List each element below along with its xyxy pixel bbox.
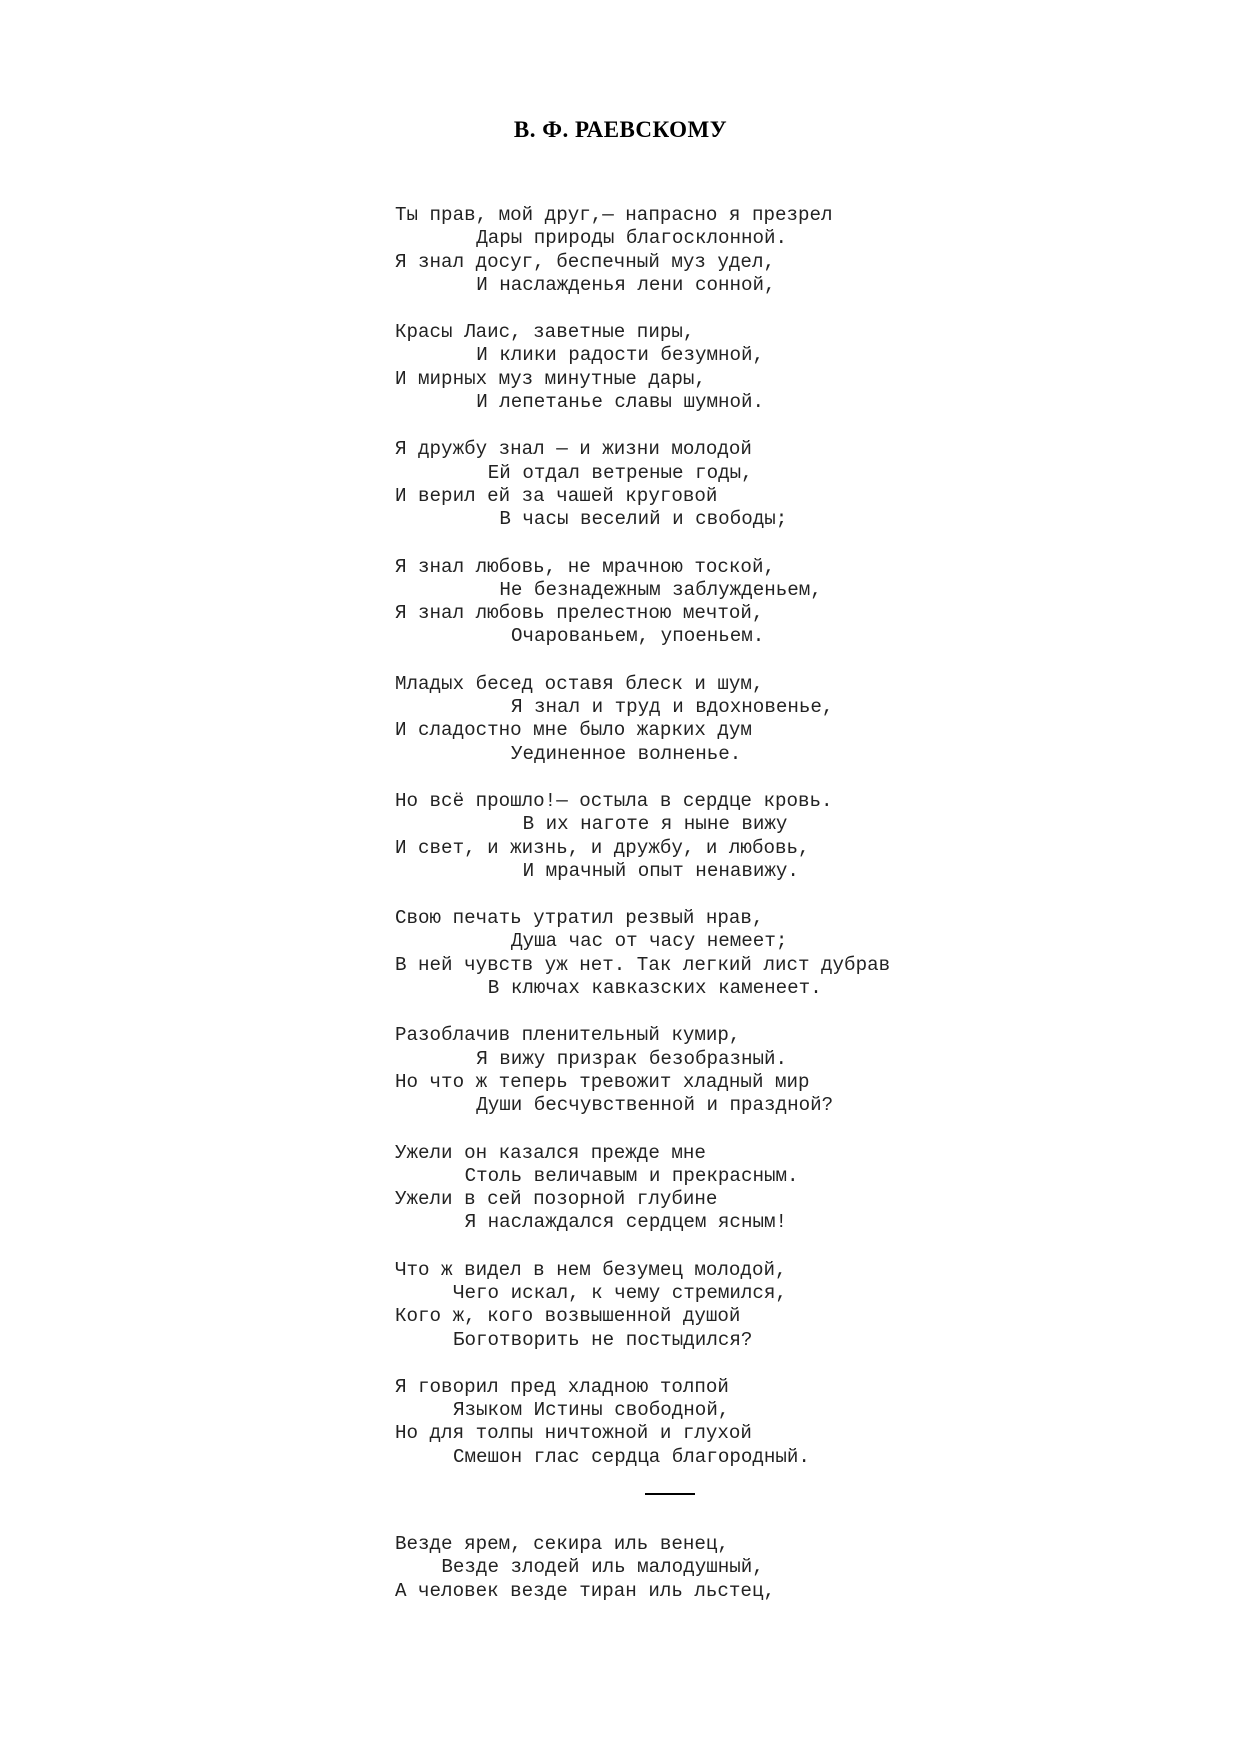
stanza bbox=[395, 204, 1195, 297]
poem-line: Разоблачив пленительный кумир, bbox=[395, 1024, 741, 1047]
poem-line: Столь величавым и прекрасным. bbox=[464, 1164, 799, 1187]
stanza bbox=[395, 1376, 1195, 1469]
poem-line: И мирных муз минутные дары, bbox=[395, 367, 706, 390]
poem-line: Смешон глас сердца благородный. bbox=[453, 1445, 810, 1468]
poem-line: Я наслаждался сердцем ясным! bbox=[464, 1211, 787, 1234]
poem-line: И сладостно мне было жарких дум bbox=[395, 719, 752, 742]
stanza bbox=[395, 438, 1195, 531]
poem-line: Я вижу призрак безобразный. bbox=[476, 1047, 788, 1070]
poem-line: Я дружбу знал — и жизни молодой bbox=[395, 438, 752, 461]
poem-line: И мрачный опыт ненавижу. bbox=[522, 859, 799, 882]
stanza bbox=[395, 1024, 1195, 1117]
poem-line: Очарованьем, упоеньем. bbox=[511, 625, 765, 648]
section-divider bbox=[645, 1493, 695, 1495]
poem-line: Я знал любовь прелестною мечтой, bbox=[395, 602, 764, 625]
poem-line: И свет, и жизнь, и дружбу, и любовь, bbox=[395, 836, 810, 859]
poem-line: Везде ярем, секира иль венец, bbox=[395, 1533, 729, 1556]
stanza bbox=[395, 556, 1195, 649]
poem-line: Ты прав, мой друг,— напрасно я презрел bbox=[395, 204, 833, 226]
stanza bbox=[395, 321, 1195, 414]
poem-line: И наслажденья лени сонной, bbox=[476, 273, 776, 296]
poem-line: Везде злодей иль малодушный, bbox=[441, 1556, 764, 1579]
poem-line: Языком Истины свободной, bbox=[453, 1399, 730, 1422]
poem-line: Что ж видел в нем безумец молодой, bbox=[395, 1258, 787, 1281]
poem-line: Уединенное волненье. bbox=[511, 742, 742, 765]
poem-line: Но для толпы ничтожной и глухой bbox=[395, 1422, 752, 1445]
poem-line: Я знал досуг, беспечный муз удел, bbox=[395, 250, 775, 273]
poem-line: Но всё прошло!— остыла в сердце кровь. bbox=[395, 789, 833, 812]
stanza bbox=[395, 790, 1195, 883]
poem-line: Я знал и труд и вдохновенье, bbox=[511, 696, 834, 719]
poem-line: И клики радости безумной, bbox=[476, 344, 765, 367]
poem-line: Душа час от часу немеет; bbox=[511, 930, 788, 953]
stanza bbox=[395, 907, 1195, 1000]
poem-line: Я говорил пред хладною толпой bbox=[395, 1375, 729, 1398]
poem-line: Дары природы благосклонной. bbox=[476, 227, 788, 250]
poem-line: Но что ж теперь тревожит хладный мир bbox=[395, 1070, 810, 1093]
poem-line: Ужели он казался прежде мне bbox=[395, 1141, 706, 1164]
poem-line: В ней чувств уж нет. Так легкий лист дубрав bbox=[395, 953, 891, 976]
poem-line: Боготворить не постыдился? bbox=[453, 1328, 753, 1351]
poem-line: Души бесчувственной и праздной? bbox=[476, 1094, 834, 1117]
poem-line: Я знал любовь, не мрачною тоской, bbox=[395, 555, 775, 578]
poem-line: Кого ж, кого возвышенной душой bbox=[395, 1305, 741, 1328]
stanza bbox=[395, 1259, 1195, 1352]
poem-body bbox=[395, 204, 1195, 1627]
stanza-group-main bbox=[395, 204, 1195, 1469]
poem-line: Не безнадежным заблужденьем, bbox=[499, 578, 822, 601]
poem-line: Красы Лаис, заветные пиры, bbox=[395, 321, 695, 344]
stanza bbox=[395, 1142, 1195, 1235]
poem-line: Младых бесед оставя блеск и шум, bbox=[395, 672, 764, 695]
poem-line: Чего искал, к чему стремился, bbox=[453, 1281, 787, 1304]
stanza bbox=[395, 673, 1195, 766]
stanza-group-continued bbox=[395, 1533, 1195, 1603]
poem-line: А человек везде тиран иль льстец, bbox=[395, 1579, 775, 1602]
poem-title: В. Ф. РАЕВСКОМУ bbox=[513, 117, 728, 142]
poem-line: Ужели в сей позорной глубине bbox=[395, 1188, 718, 1211]
poem-line: В ключах кавказских каменеет. bbox=[487, 977, 822, 1000]
poem-line: В часы веселий и свободы; bbox=[499, 508, 788, 531]
poem-line: И лепетанье славы шумной. bbox=[476, 391, 765, 414]
stanza bbox=[395, 1533, 1195, 1603]
poem-line: Ей отдал ветреные годы, bbox=[487, 461, 753, 484]
poem-line: В их наготе я ныне вижу bbox=[522, 813, 788, 836]
poem-line: И верил ей за чашей круговой bbox=[395, 484, 718, 507]
poem-line: Свою печать утратил резвый нрав, bbox=[395, 907, 764, 930]
